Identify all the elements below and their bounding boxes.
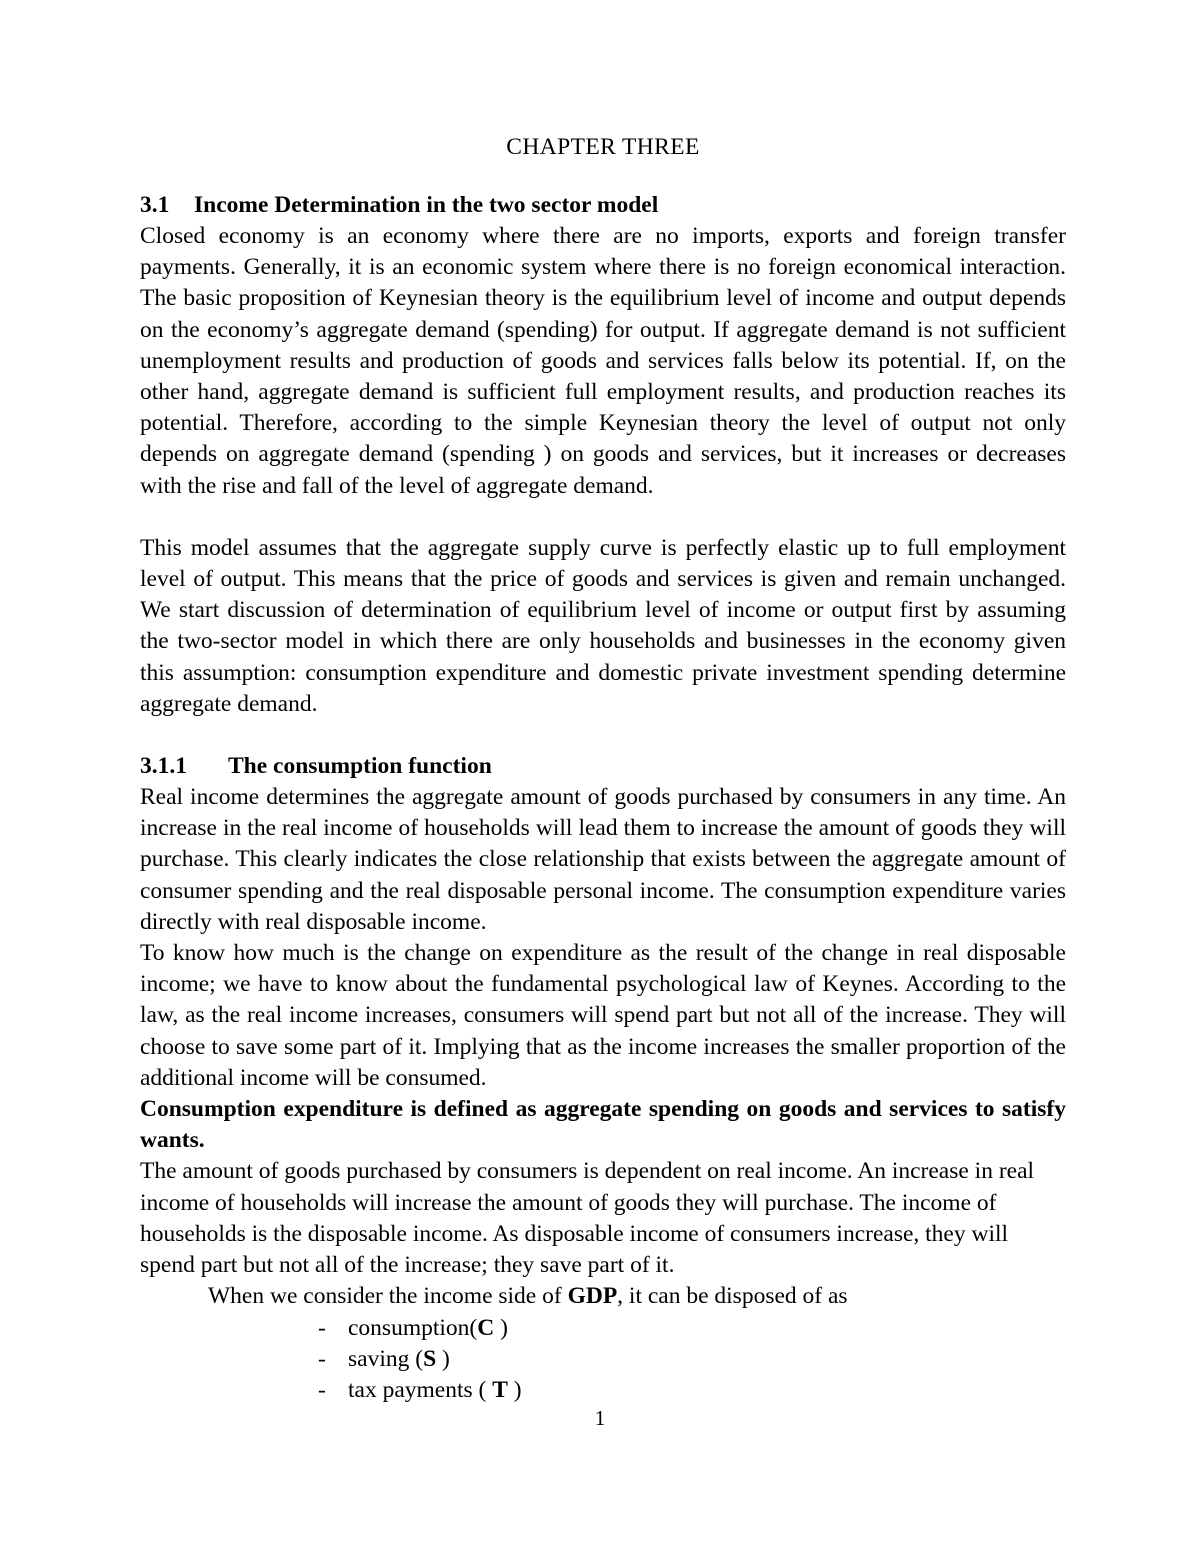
- list-dash-marker: -: [318, 1314, 326, 1341]
- page-number: 1: [594, 1406, 606, 1430]
- list-item-label: consumption(: [348, 1314, 478, 1341]
- list-item: [140, 1375, 1066, 1406]
- section-title-3-1: Income Determination in the two sector model: [194, 192, 659, 218]
- list-item-label: saving (: [348, 1345, 424, 1372]
- list-item-symbol: S: [423, 1345, 437, 1372]
- list-item-suffix: ): [436, 1345, 450, 1372]
- list-item: [140, 1313, 1066, 1344]
- list-item-symbol: C: [477, 1314, 495, 1341]
- section-heading-3-1: [140, 190, 1066, 221]
- list-dash-marker: -: [318, 1345, 326, 1372]
- list-item-suffix: ): [494, 1314, 508, 1341]
- section-heading-3-1-1: [140, 751, 1066, 782]
- list-dash-marker: -: [318, 1376, 326, 1403]
- paragraph-disposable-income: The amount of goods purchased by consumers is dependent on real income. An increase in real income of households will increase the amount of goods they will purchase. The income of households is the disposable income. As disposable income of consumers increase, they will spend part but not all of the increase; they save part of it.: [140, 1158, 1035, 1279]
- income-side-lead-in: [140, 1281, 1066, 1312]
- paragraph-model-assumptions: This model assumes that the aggregate supply curve is perfectly elastic up to full employment level of output. This means that the price of goods and services is given and remain unchanged. We start discussion of determination of equilibrium level of income or output first by assuming the two-sector model in which there are only households and businesses in the economy given this assumption: consumption expenditure and domestic private investment spending determine aggregate demand.: [140, 534, 1066, 717]
- gdp-term: GDP: [567, 1283, 618, 1310]
- income-side-lead-post: , it can be disposed of as: [617, 1283, 848, 1310]
- list-item: [140, 1344, 1066, 1375]
- list-item-suffix: ): [507, 1376, 522, 1403]
- section-title-3-1-1: The consumption function: [228, 753, 492, 780]
- section-number-3-1-1: 3.1.1: [140, 753, 187, 780]
- page-content: [140, 132, 1066, 1406]
- income-side-lead-pre: When we consider the income side of: [208, 1283, 568, 1310]
- paragraph-spacer: [140, 720, 1066, 751]
- paragraph-real-income: Real income determines the aggregate amount of goods purchased by consumers in any time. An increase in the real income of households will lead them to increase the amount of goods they will purchase. This clearly indicates the close relationship that exists between the aggregate amount of consumer spending and the real disposable personal income. The consumption expenditure varies directly with real disposable income.: [140, 784, 1066, 935]
- paragraph-psychological-law: To know how much is the change on expenditure as the result of the change in real disposable income; we have to know about the fundamental psychological law of Keynes. According to the law, as the real income increases, consumers will spend part but not all of the increase. They will choose to save some part of it. Implying that as the income increases the smaller proportion of the additional income will be consumed.: [140, 940, 1066, 1091]
- list-item-label: tax payments (: [348, 1376, 493, 1403]
- income-disposal-list: [140, 1313, 1066, 1407]
- definition-consumption-expenditure: Consumption expenditure is defined as aggregate spending on goods and services to satisfy wants.: [140, 1096, 1066, 1154]
- page-title: CHAPTER THREE: [506, 134, 700, 160]
- section-number-3-1: 3.1: [140, 192, 170, 218]
- paragraph-closed-economy: Closed economy is an economy where there are no imports, exports and foreign transfer payments. Generally, it is an economic system where there is no foreign economical interaction. The basic proposition of Keynesian theory is the equilibrium level of income and output depends on the economy’s aggregate demand (spending) for output. If aggregate demand is not sufficient unemployment results and production of goods and services falls below its potential. If, on the other hand, aggregate demand is sufficient full employment results, and production reaches its potential. Therefore, according to the simple Keynesian theory the level of output not only depends on aggregate demand (spending ) on goods and services, but it increases or decreases with the rise and fall of the level of aggregate demand.: [140, 223, 1066, 499]
- list-item-symbol: T: [492, 1376, 508, 1403]
- paragraph-spacer: [140, 502, 1066, 533]
